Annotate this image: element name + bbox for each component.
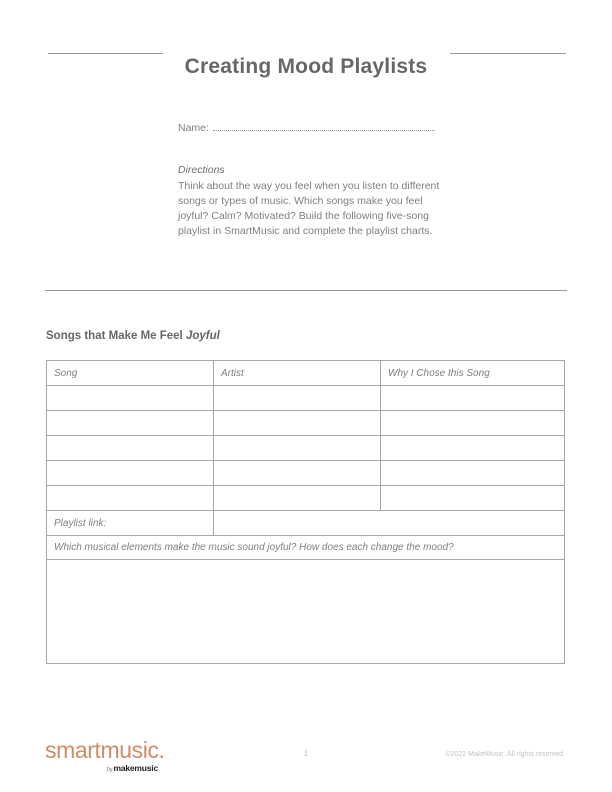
song-table-row — [47, 436, 565, 461]
name-field-row — [178, 119, 435, 134]
directions-body: Think about the way you feel when you listen to different songs or types of music. Which songs make you feel joyful? Calm? Motivated? Build the following five-song playlist in SmartMusic and complete the playlist charts. — [178, 180, 440, 237]
song-table-empty-cell[interactable] — [214, 436, 381, 461]
song-table-empty-cell[interactable] — [381, 461, 565, 486]
page-title: Creating Mood Playlists — [184, 55, 428, 79]
question-text: Which musical elements make the music sound joyful? How does each change the mood? — [47, 536, 565, 560]
section-heading-prefix: Songs that Make Me Feel — [46, 330, 186, 342]
name-label: Name: — [178, 122, 209, 134]
column-header-song: Song — [47, 361, 214, 386]
title-rule-right — [450, 53, 566, 54]
section-heading-mood: Joyful — [185, 330, 220, 342]
song-table-empty-cell[interactable] — [214, 486, 381, 511]
song-table-empty-cell[interactable] — [47, 436, 214, 461]
song-table-empty-cell[interactable] — [47, 486, 214, 511]
playlist-table — [46, 360, 565, 664]
song-table-empty-cell[interactable] — [381, 486, 565, 511]
playlist-link-label: Playlist link: — [47, 511, 214, 536]
smartmusic-logo: smartmusic. — [45, 737, 165, 763]
answer-row — [47, 560, 565, 664]
answer-fill-box[interactable] — [47, 560, 565, 664]
byline-by: by — [106, 767, 113, 773]
song-table-empty-cell[interactable] — [214, 386, 381, 411]
page-number: 1 — [303, 749, 309, 758]
name-fill-line[interactable] — [213, 119, 435, 131]
table-header-row — [47, 361, 565, 386]
song-table-empty-cell[interactable] — [47, 411, 214, 436]
song-rows — [47, 386, 565, 511]
song-table-empty-cell[interactable] — [381, 386, 565, 411]
directions-heading: Directions — [178, 164, 225, 176]
song-table-empty-cell[interactable] — [214, 411, 381, 436]
copyright-text: ©2022 MakeMusic. All rights reserved. — [445, 751, 565, 758]
song-table-empty-cell[interactable] — [214, 461, 381, 486]
directions-block — [178, 164, 446, 239]
song-table-row — [47, 486, 565, 511]
question-row — [47, 536, 565, 560]
song-table-row — [47, 411, 565, 436]
section-divider-rule — [45, 290, 567, 291]
makemusic-byline — [46, 763, 158, 773]
byline-brand: makemusic — [113, 763, 158, 773]
song-table-row — [47, 386, 565, 411]
song-table-empty-cell[interactable] — [47, 461, 214, 486]
song-table-row — [47, 461, 565, 486]
column-header-artist: Artist — [214, 361, 381, 386]
playlist-link-row — [47, 511, 565, 536]
column-header-why: Why I Chose this Song — [381, 361, 565, 386]
playlist-link-fill-cell[interactable] — [214, 511, 565, 536]
song-table-empty-cell[interactable] — [381, 411, 565, 436]
section-heading — [46, 330, 220, 342]
song-table-empty-cell[interactable] — [381, 436, 565, 461]
song-table-empty-cell[interactable] — [47, 386, 214, 411]
title-rule-left — [48, 53, 163, 54]
